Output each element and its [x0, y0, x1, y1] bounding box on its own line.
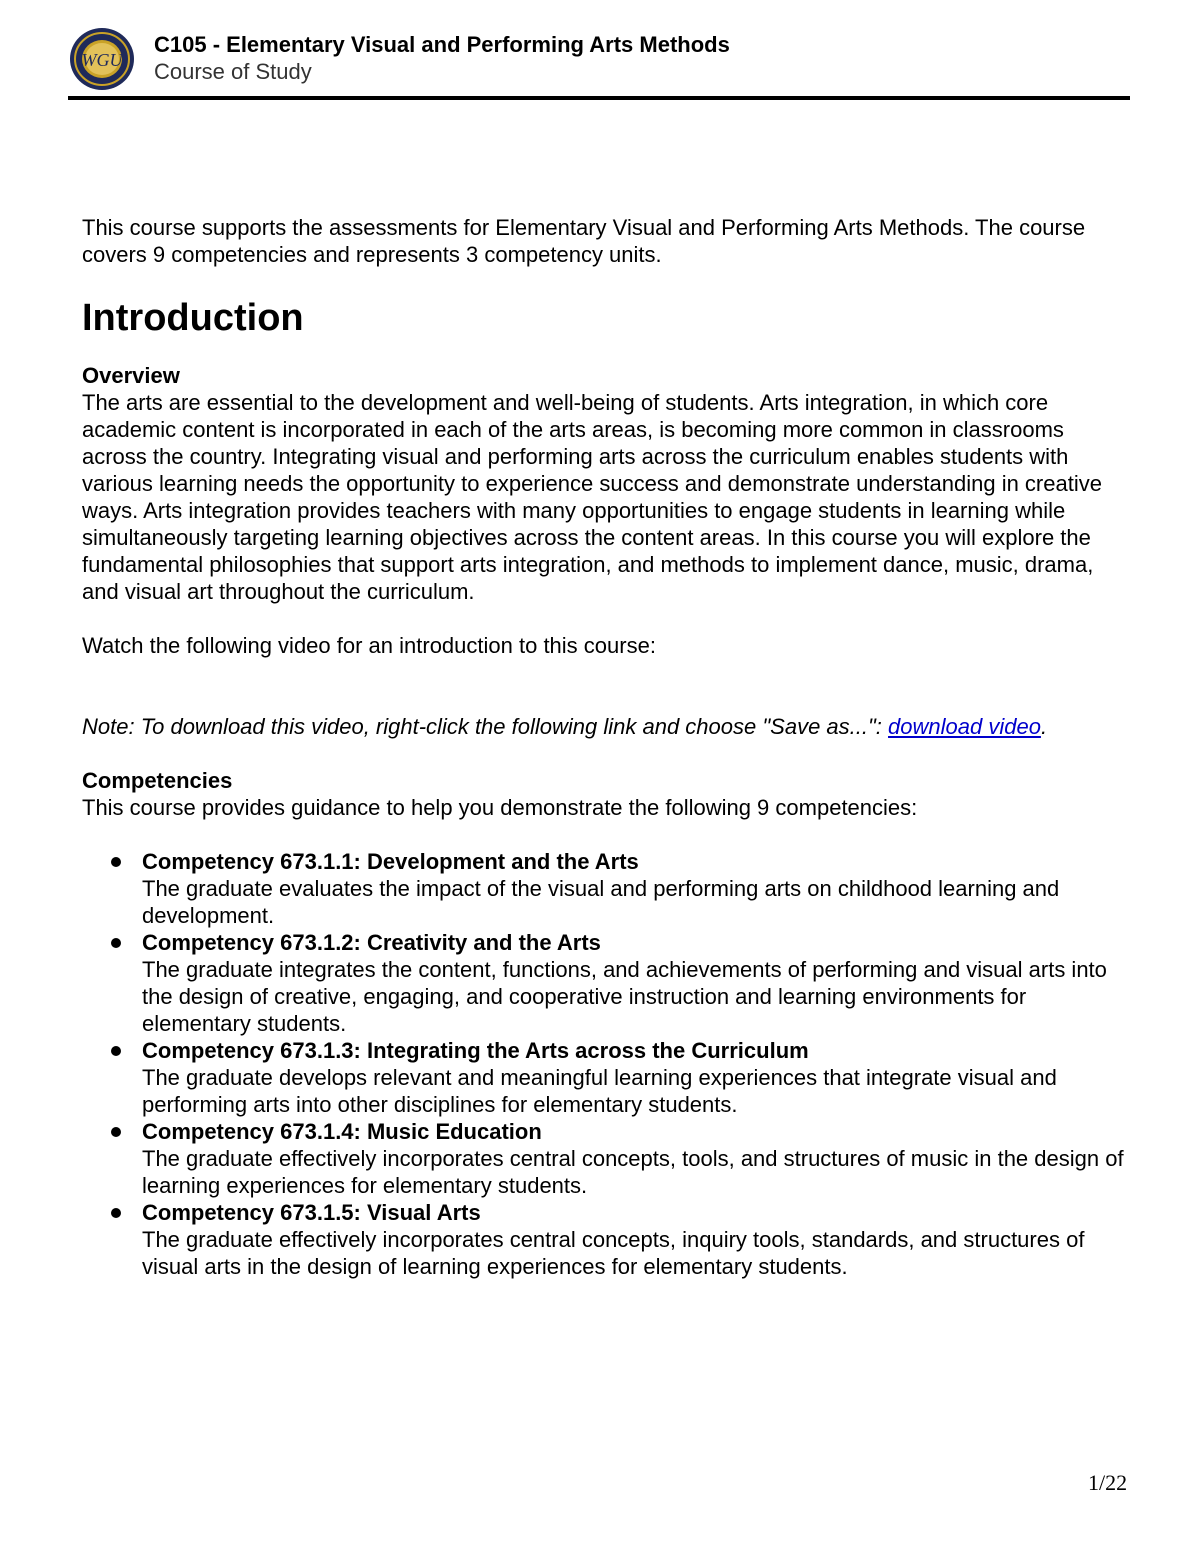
page-number: 1/22 [1088, 1470, 1128, 1495]
competency-item [142, 1037, 1127, 1118]
download-note [82, 713, 1127, 740]
competency-item [142, 848, 1127, 929]
competency-title: Competency 673.1.4: Music Education [142, 1119, 542, 1144]
competencies-lead: This course provides guidance to help you demonstrate the following 9 competencies: [82, 795, 918, 820]
watch-video-text: Watch the following video for an introduction to this course: [82, 633, 656, 658]
competency-list [82, 848, 1127, 1280]
wgu-seal-logo [68, 27, 136, 91]
bullet-icon [111, 1046, 121, 1056]
competency-title: Competency 673.1.1: Development and the Arts [142, 849, 639, 874]
competency-title: Competency 673.1.5: Visual Arts [142, 1200, 481, 1225]
header-divider [68, 96, 1130, 100]
competency-title: Competency 673.1.3: Integrating the Arts across the Curriculum [142, 1038, 809, 1063]
competency-title: Competency 673.1.2: Creativity and the Arts [142, 930, 601, 955]
overview-heading: Overview [82, 363, 180, 388]
download-video-link[interactable]: download video [888, 714, 1041, 739]
page-header [68, 26, 1130, 100]
document-body [82, 214, 1127, 1280]
course-summary: This course supports the assessments for Elementary Visual and Performing Arts Methods. The course covers 9 competencies and represents 3 competency units. [82, 215, 1086, 267]
competency-description: The graduate integrates the content, functions, and achievements of performing and visual arts into the design of creative, engaging, and cooperative instruction and learning environments for elementary students. [142, 957, 1107, 1036]
competency-item [142, 1199, 1127, 1280]
course-subtitle: Course of Study [154, 59, 312, 84]
competency-description: The graduate effectively incorporates central concepts, inquiry tools, standards, and structures of visual arts in the design of learning experiences for elementary students. [142, 1227, 1085, 1279]
download-note-text: Note: To download this video, right-click the following link and choose "Save as...": [82, 714, 889, 739]
bullet-icon [111, 1127, 121, 1137]
bullet-icon [111, 857, 121, 867]
course-title: C105 - Elementary Visual and Performing Arts Methods [154, 32, 730, 57]
competency-item [142, 1118, 1127, 1199]
competency-description: The graduate evaluates the impact of the visual and performing arts on childhood learning and development. [142, 876, 1060, 928]
competency-item [142, 929, 1127, 1037]
competencies-heading: Competencies [82, 768, 233, 793]
bullet-icon [111, 1208, 121, 1218]
download-note-suffix: . [1040, 714, 1048, 739]
section-heading-introduction: Introduction [82, 297, 304, 339]
svg-text:WGU: WGU [81, 50, 123, 70]
overview-body: The arts are essential to the development and well-being of students. Arts integration, in which core academic content is incorporated in each of the arts areas, is becoming more common in classrooms across the country. Integrating visual and performing arts across the curriculum enables students with various learning needs the opportunity to experience success and demonstrate understanding in creative ways. Arts integration provides teachers with many opportunities to engage students in learning while simultaneously targeting learning objectives across the content areas. In this course you will explore the fundamental philosophies that support arts integration, and methods to implement dance, music, drama, and visual art throughout the curriculum. [82, 390, 1102, 604]
competency-description: The graduate effectively incorporates central concepts, tools, and structures of music in the design of learning experiences for elementary students. [142, 1146, 1124, 1198]
bullet-icon [111, 938, 121, 948]
competency-description: The graduate develops relevant and meaningful learning experiences that integrate visual and performing arts into other disciplines for elementary students. [142, 1065, 1057, 1117]
